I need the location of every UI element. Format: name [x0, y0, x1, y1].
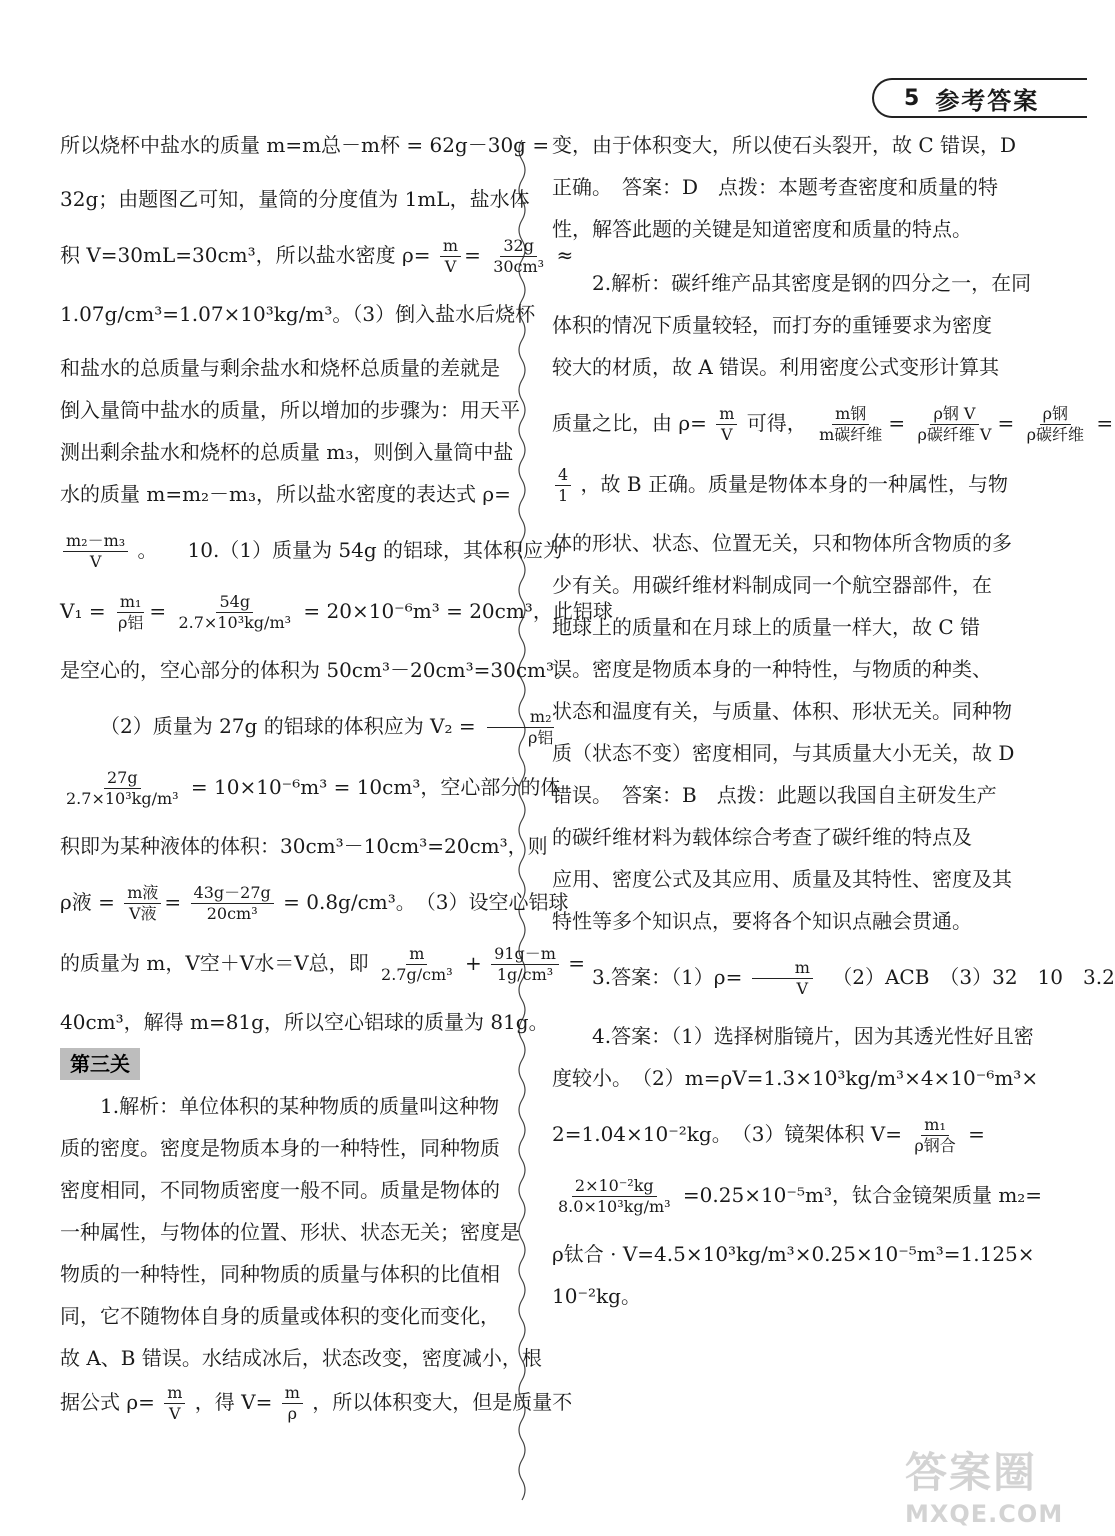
text-line: 32g；由题图乙可知，量筒的分度值为 1mL，盐水体: [60, 187, 530, 211]
text-line: 积即为某种液体的体积：30cm³－10cm³=20cm³，则: [60, 834, 548, 858]
text-line: 质（状态不变）密度相同，与其质量大小无关，故 D: [552, 741, 1015, 765]
fraction: $\frac{\text{m液}}{\text{V液}}$: [124, 883, 161, 924]
text-line: ρ钛合 · V=4.5×10³kg/m³×0.25×10⁻⁵m³=1.125×: [552, 1242, 1035, 1266]
text-line: 积 V=30mL=30cm³，所以盐水密度 ρ= $\frac{m}{V}$ = $\frac{32g}{\text{30cm³}}$ ≈: [60, 236, 574, 276]
fraction: $\frac{m}{V}$: [716, 404, 737, 445]
text-line: $\frac{27g}{\text{2.7×10³kg/m³}}$ = 10×10⁻⁶m³ = 10cm³，空心部分的体: [60, 768, 498, 809]
text-line: 测出剩余盐水和烧杯的总质量 m₃，则倒入量筒中盐: [60, 440, 514, 464]
text-line: 据公式 ρ= $\frac{m}{V}$ ，得 V= $\frac{m}{\rho}$ ，所以体积变大，但是质量不: [60, 1383, 573, 1423]
text-line: 40cm³，解得 m=81g，所以空心铝球的质量为 81g。: [60, 1010, 549, 1034]
text-line: ρ液 = $\frac{\text{m液}}{\text{V液}}$ = $\frac{43g-27g}{\text{20cm³}}$ = 0.8g/cm³。 （3）设空心铝球: [60, 883, 569, 923]
text-line: 3.答案：（1）ρ= $\frac{m}{V}$ （2）ACB （3）32 10 3.2: [592, 958, 1115, 998]
fraction: $\frac{m}{V}$: [752, 958, 813, 999]
text-line: 2.解析：碳纤维产品其密度是钢的四分之一，在同: [592, 271, 1032, 295]
text-line: 2=1.04×10⁻²kg。 （3）镜架体积 V= $\frac{\text{m₁}}{\text{ρ钢合}}$ =: [552, 1115, 985, 1155]
text-line: 应用、密度公式及其应用、质量及其特性、密度及其: [552, 867, 1012, 891]
text-line: 和盐水的总质量与剩余盐水和烧杯总质量的差就是: [60, 356, 500, 380]
text-line: 性，解答此题的关键是知道密度和质量的特点。: [552, 217, 972, 241]
page-header-title: 参考答案: [935, 86, 1040, 115]
text-line: 所以烧杯中盐水的质量 m=m总－m杯 = 62g－30g =: [60, 133, 550, 157]
text-line: 倒入量筒中盐水的质量，所以增加的步骤为：用天平: [60, 398, 520, 422]
text-line: 度较小。 （2）m=ρV=1.3×10³kg/m³×4×10⁻⁶m³×: [552, 1066, 1039, 1090]
text-line: 错误。 答案：B 点拨：此题以我国自主研发生产: [552, 783, 997, 807]
text-line: 误。密度是物质本身的一种特性，与物质的种类、: [552, 657, 992, 681]
column-divider: [512, 140, 532, 1500]
text-line: 1.解析：单位体积的某种物质的质量叫这种物: [100, 1094, 500, 1118]
fraction: $\frac{\text{m₁}}{\text{ρ铝}}$: [117, 592, 144, 632]
fraction: $\frac{\text{ρ钢}}{\text{ρ碳纤维}}$: [1026, 404, 1085, 444]
text-line: 水的质量 m=m₂－m₃，所以盐水密度的表达式 ρ=: [60, 482, 511, 506]
page-header-tab: [872, 78, 1087, 118]
fraction: $\frac{m}{V}$: [164, 1383, 185, 1424]
text-line: V₁ = $\frac{\text{m₁}}{\text{ρ铝}}$ = $\frac{54g}{\text{2.7×10³kg/m³}}$ = 20×10⁻⁶m³ = 20cm³，此铝球: [60, 592, 613, 632]
fraction: $\frac{\text{m₂}}{\text{ρ铝}}$: [485, 707, 556, 748]
text-line: （2）质量为 27g 的铝球的体积应为 V₂ = $\frac{\text{m₂}}{\text{ρ铝}}$: [60, 707, 498, 748]
text-line: 质量之比，由 ρ= $\frac{m}{V}$ 可得， $\frac{\text{m钢}}{\text{m碳纤维}}$ = $\frac{\text{ρ钢 V}}{\text{ρ碳纤维 V}}$ = $\frac{\text{ρ钢}}{\text{ρ碳纤维}}$ =: [552, 404, 1114, 444]
text-line: $\frac{\text{m₂－m₃}}{V}$ 。 10.（1）质量为 54g 的铝球，其体积应为: [60, 531, 498, 572]
section-label: 第三关: [60, 1048, 140, 1080]
fraction: $\frac{m}{V}$: [440, 236, 461, 277]
fraction: $\frac{\text{m₁}}{\text{ρ钢合}}$: [914, 1115, 956, 1155]
text-line: 较大的材质，故 A 错误。利用密度公式变形计算其: [552, 355, 1000, 379]
text-line: 是空心的，空心部分的体积为 50cm³－20cm³=30cm³。: [60, 658, 575, 682]
fraction: $\frac{32g}{\text{30cm³}}$: [493, 236, 545, 276]
text-line: 的质量为 m，V空＋V水＝V总，即 $\frac{m}{\text{2.7g/cm³}}$ + $\frac{91g-m}{\text{1g/cm³}}$ =: [60, 944, 586, 984]
text-line: 物质的一种特性，同种物质的质量与体积的比值相: [60, 1262, 500, 1286]
fraction: $\frac{4}{1}$: [555, 465, 571, 506]
right-column: [552, 128, 1115, 1321]
text-line: 10⁻²kg。: [552, 1284, 641, 1308]
text-line: 同，它不随物体自身的质量或体积的变化而变化，: [60, 1304, 500, 1328]
text-line: 状态和温度有关，与质量、体积、形状无关。同种物: [552, 699, 1012, 723]
text-line: 少有关。用碳纤维材料制成同一个航空器部件，在: [552, 573, 992, 597]
text-line: 体积的情况下质量较轻，而打夯的重锤要求为密度: [552, 313, 992, 337]
text-line: 一种属性，与物体的位置、形状、状态无关；密度是: [60, 1220, 520, 1244]
watermark-logo: 答案圈 MXQE.COM: [905, 1448, 1064, 1528]
page-number: 5: [904, 85, 920, 111]
text-line: $\frac{4}{1}$ ，故 B 正确。质量是物体本身的一种属性，与物: [552, 465, 988, 506]
fraction: $\frac{\text{m钢}}{\text{m碳纤维}}$: [819, 404, 883, 444]
text-line: 密度相同，不同物质密度一般不同。质量是物体的: [60, 1178, 500, 1202]
fraction: $\frac{m}{\rho}$: [282, 1383, 303, 1424]
fraction: $\frac{54g}{\text{2.7×10³kg/m³}}$: [178, 592, 292, 632]
text-line: 1.07g/cm³=1.07×10³kg/m³。（3）倒入盐水后烧杯: [60, 302, 536, 326]
fraction: $\frac{91g-m}{\text{1g/cm³}}$: [491, 944, 559, 985]
text-line: 变，由于体积变大，所以使石头裂开，故 C 错误，D: [552, 133, 1017, 157]
text-line: 体的形状、状态、位置无关，只和物体所含物质的多: [552, 531, 1012, 555]
fraction: $\frac{27g}{\text{2.7×10³kg/m³}}$: [66, 768, 179, 808]
fraction: $\frac{\text{ρ钢 V}}{\text{ρ碳纤维 V}}$: [917, 404, 992, 444]
fraction: $\frac{\text{2×10⁻²kg}}{\text{8.0×10³kg/m³}}$: [558, 1176, 671, 1216]
text-line: 地球上的质量和在月球上的质量一样大，故 C 错: [552, 615, 981, 639]
text-line: $\frac{\text{2×10⁻²kg}}{\text{8.0×10³kg/m³}}$ =0.25×10⁻⁵m³，钛合金镜架质量 m₂=: [552, 1176, 988, 1217]
text-line: 质的密度。密度是物质本身的一种特性，同种物质: [60, 1136, 500, 1160]
fraction: $\frac{\text{m₂－m₃}}{V}$: [63, 531, 128, 572]
text-line: 正确。 答案：D 点拨：本题考查密度和质量的特: [552, 175, 999, 199]
text-line: 故 A、B 错误。水结成冰后，状态改变，密度减小，根: [60, 1346, 542, 1370]
text-line: 的碳纤维材料为载体综合考查了碳纤维的特点及: [552, 825, 972, 849]
fraction: $\frac{m}{\text{2.7g/cm³}}$: [381, 944, 453, 984]
fraction: $\frac{43g-27g}{\text{20cm³}}$: [191, 883, 274, 924]
text-line: 4.答案：（1）选择树脂镜片，因为其透光性好且密: [592, 1024, 1034, 1048]
text-line: 特性等多个知识点，要将各个知识点融会贯通。: [552, 909, 972, 933]
